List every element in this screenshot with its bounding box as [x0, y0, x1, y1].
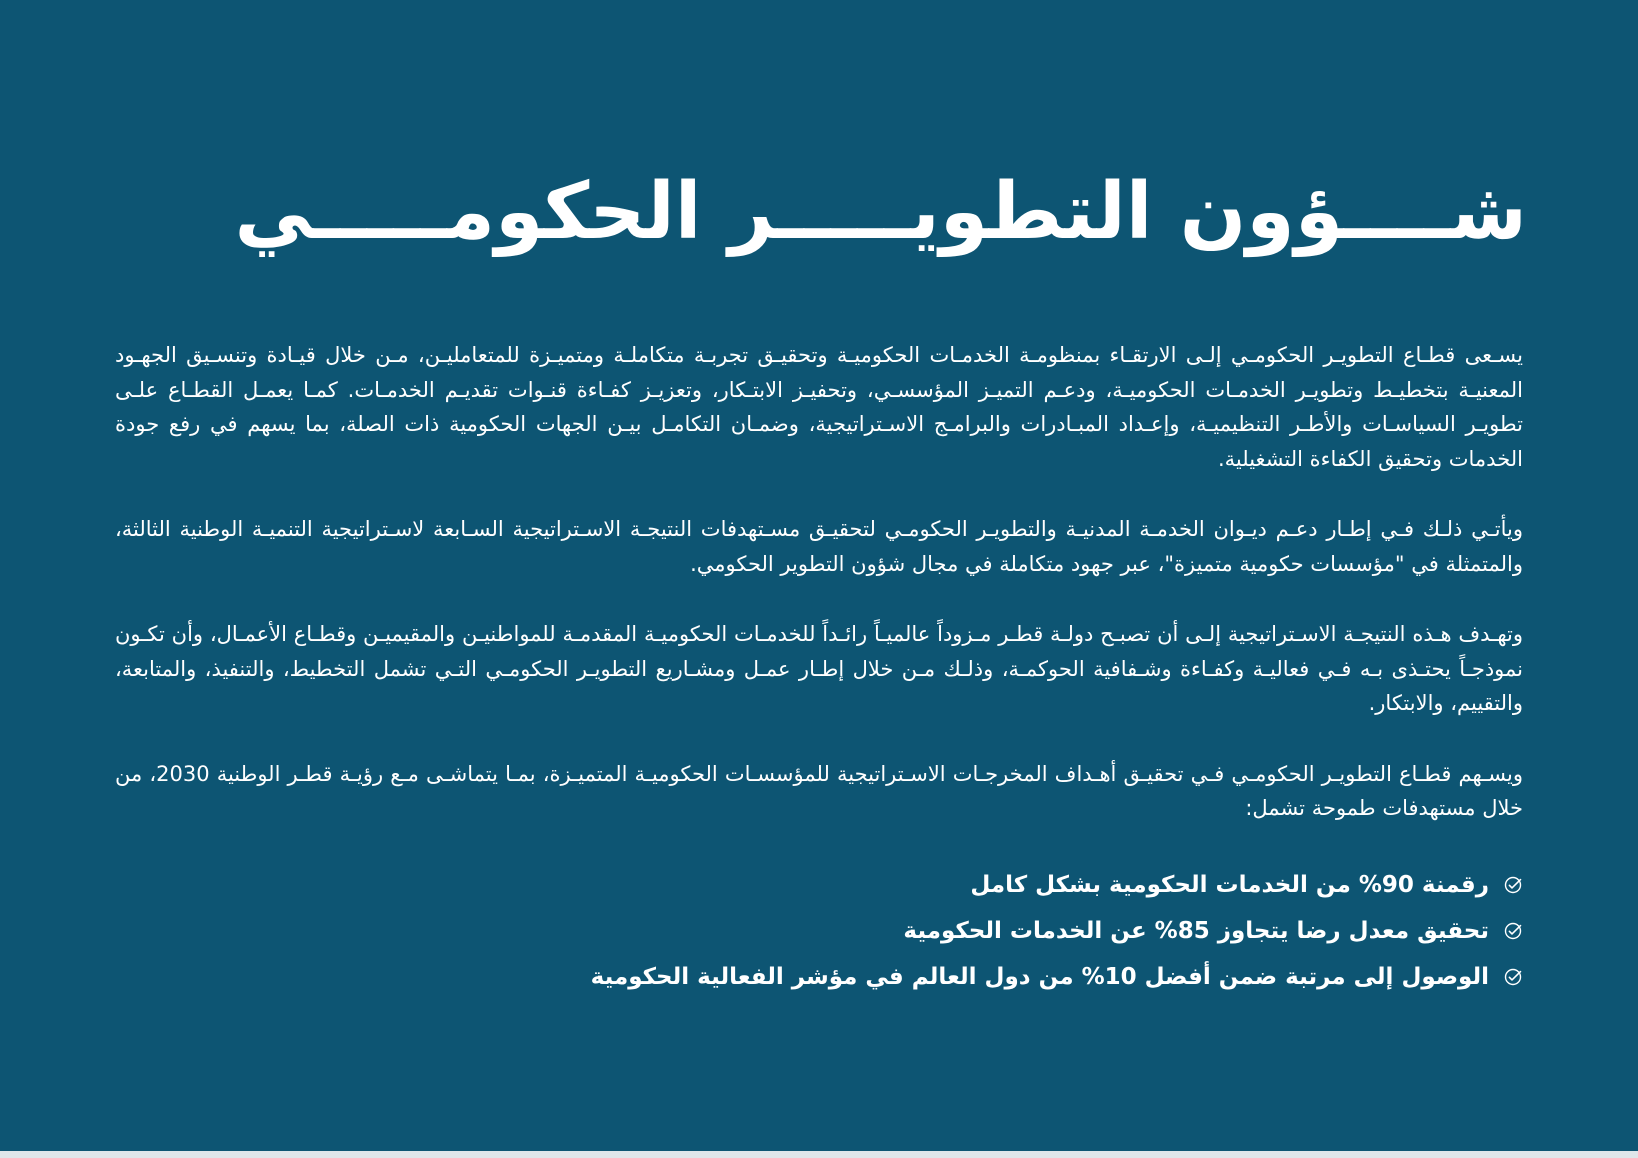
bottom-border-strip	[0, 1151, 1638, 1158]
check-circle-icon	[1503, 875, 1523, 895]
list-item	[115, 908, 1523, 954]
target-text: تحقيق معدل رضا يتجاوز 85% عن الخدمات الحكومية	[903, 918, 1489, 944]
paragraph-targets-intro: ويسـهم قطـاع التطويـر الحكومـي فـي تحقيـق أهـداف المخرجـات الاسـتراتيجية للمؤسسـات الحكوميـة المتميـزة، بمـا يتماشـى مـع رؤيـة قطـر الوطنية 2030، من خلال مستهدفات طموحة تشمل:	[115, 761, 1523, 820]
list-item	[115, 954, 1523, 1000]
targets-list	[115, 862, 1523, 1000]
paragraph-strategic-outcome: وتهـدف هـذه النتيجـة الاسـتراتيجية إلـى أن تصبـح دولـة قطـر مـزوداً عالميـاً رائـداً للخدمـات الحكوميـة المقدمـة للمواطنيـن والمقيميـن وقطـاع الأعمـال، وأن تكـون نموذجـاً يحتـذى بـه فـي فعاليـة وكفـاءة وشـفافية الحوكمـة، وذلـك مـن خلال إطـار عمـل ومشـاريع التطويـر الحكومـي التـي تشمل التخطيط، والتنفيذ، والمتابعة، والتقييم، والابتكار.	[115, 622, 1523, 715]
list-item	[115, 862, 1523, 908]
paragraph-strategy-context: ويأتـي ذلـك فـي إطـار دعـم ديـوان الخدمـة المدنيـة والتطويـر الحكومـي لتحقيـق مسـتهدفات النتيجـة الاسـتراتيجية السـابعة لاسـتراتيجية التنميـة الوطنية الثالثة، والمتمثلة في "مؤسسات حكومية متميزة"، عبر جهود متكاملة في مجال شؤون التطوير الحكومي.	[115, 517, 1523, 576]
page-content	[115, 0, 1527, 1151]
check-circle-icon	[1503, 967, 1523, 987]
target-text: رقمنة 90% من الخدمات الحكومية بشكل كامل	[970, 872, 1489, 898]
body-copy	[115, 338, 1523, 862]
paragraph-sector-mission: يسـعى قطـاع التطويـر الحكومـي إلـى الارتقـاء بمنظومـة الخدمـات الحكوميـة وتحقيـق تجربـة متكاملـة ومتميـزة للمتعامليـن، مـن خلال قيـادة وتنسـيق الجهـود المعنيـة بتخطيـط وتطويـر الخدمـات الحكوميـة، ودعـم التميـز المؤسسـي، وتحفيـز الابتـكار، وتعزيـز كفـاءة قنـوات تقديـم الخدمـات. كمـا يعمـل القطـاع علـى تطويـر السياسـات والأطـر التنظيميـة، وإعـداد المبـادرات والبرامـج الاسـتراتيجية، وضمـان التكامـل بيـن الجهات الحكومية ذات الصلة، بما يسهم في رفع جودة الخدمات وتحقيق الكفاءة التشغيلية.	[115, 343, 1523, 471]
target-text: الوصول إلى مرتبة ضمن أفضل 10% من دول العالم في مؤشر الفعالية الحكومية	[590, 964, 1489, 990]
page-title: شــــؤون التطويـــــر الحكومـــــي	[234, 167, 1527, 257]
check-circle-icon	[1503, 921, 1523, 941]
